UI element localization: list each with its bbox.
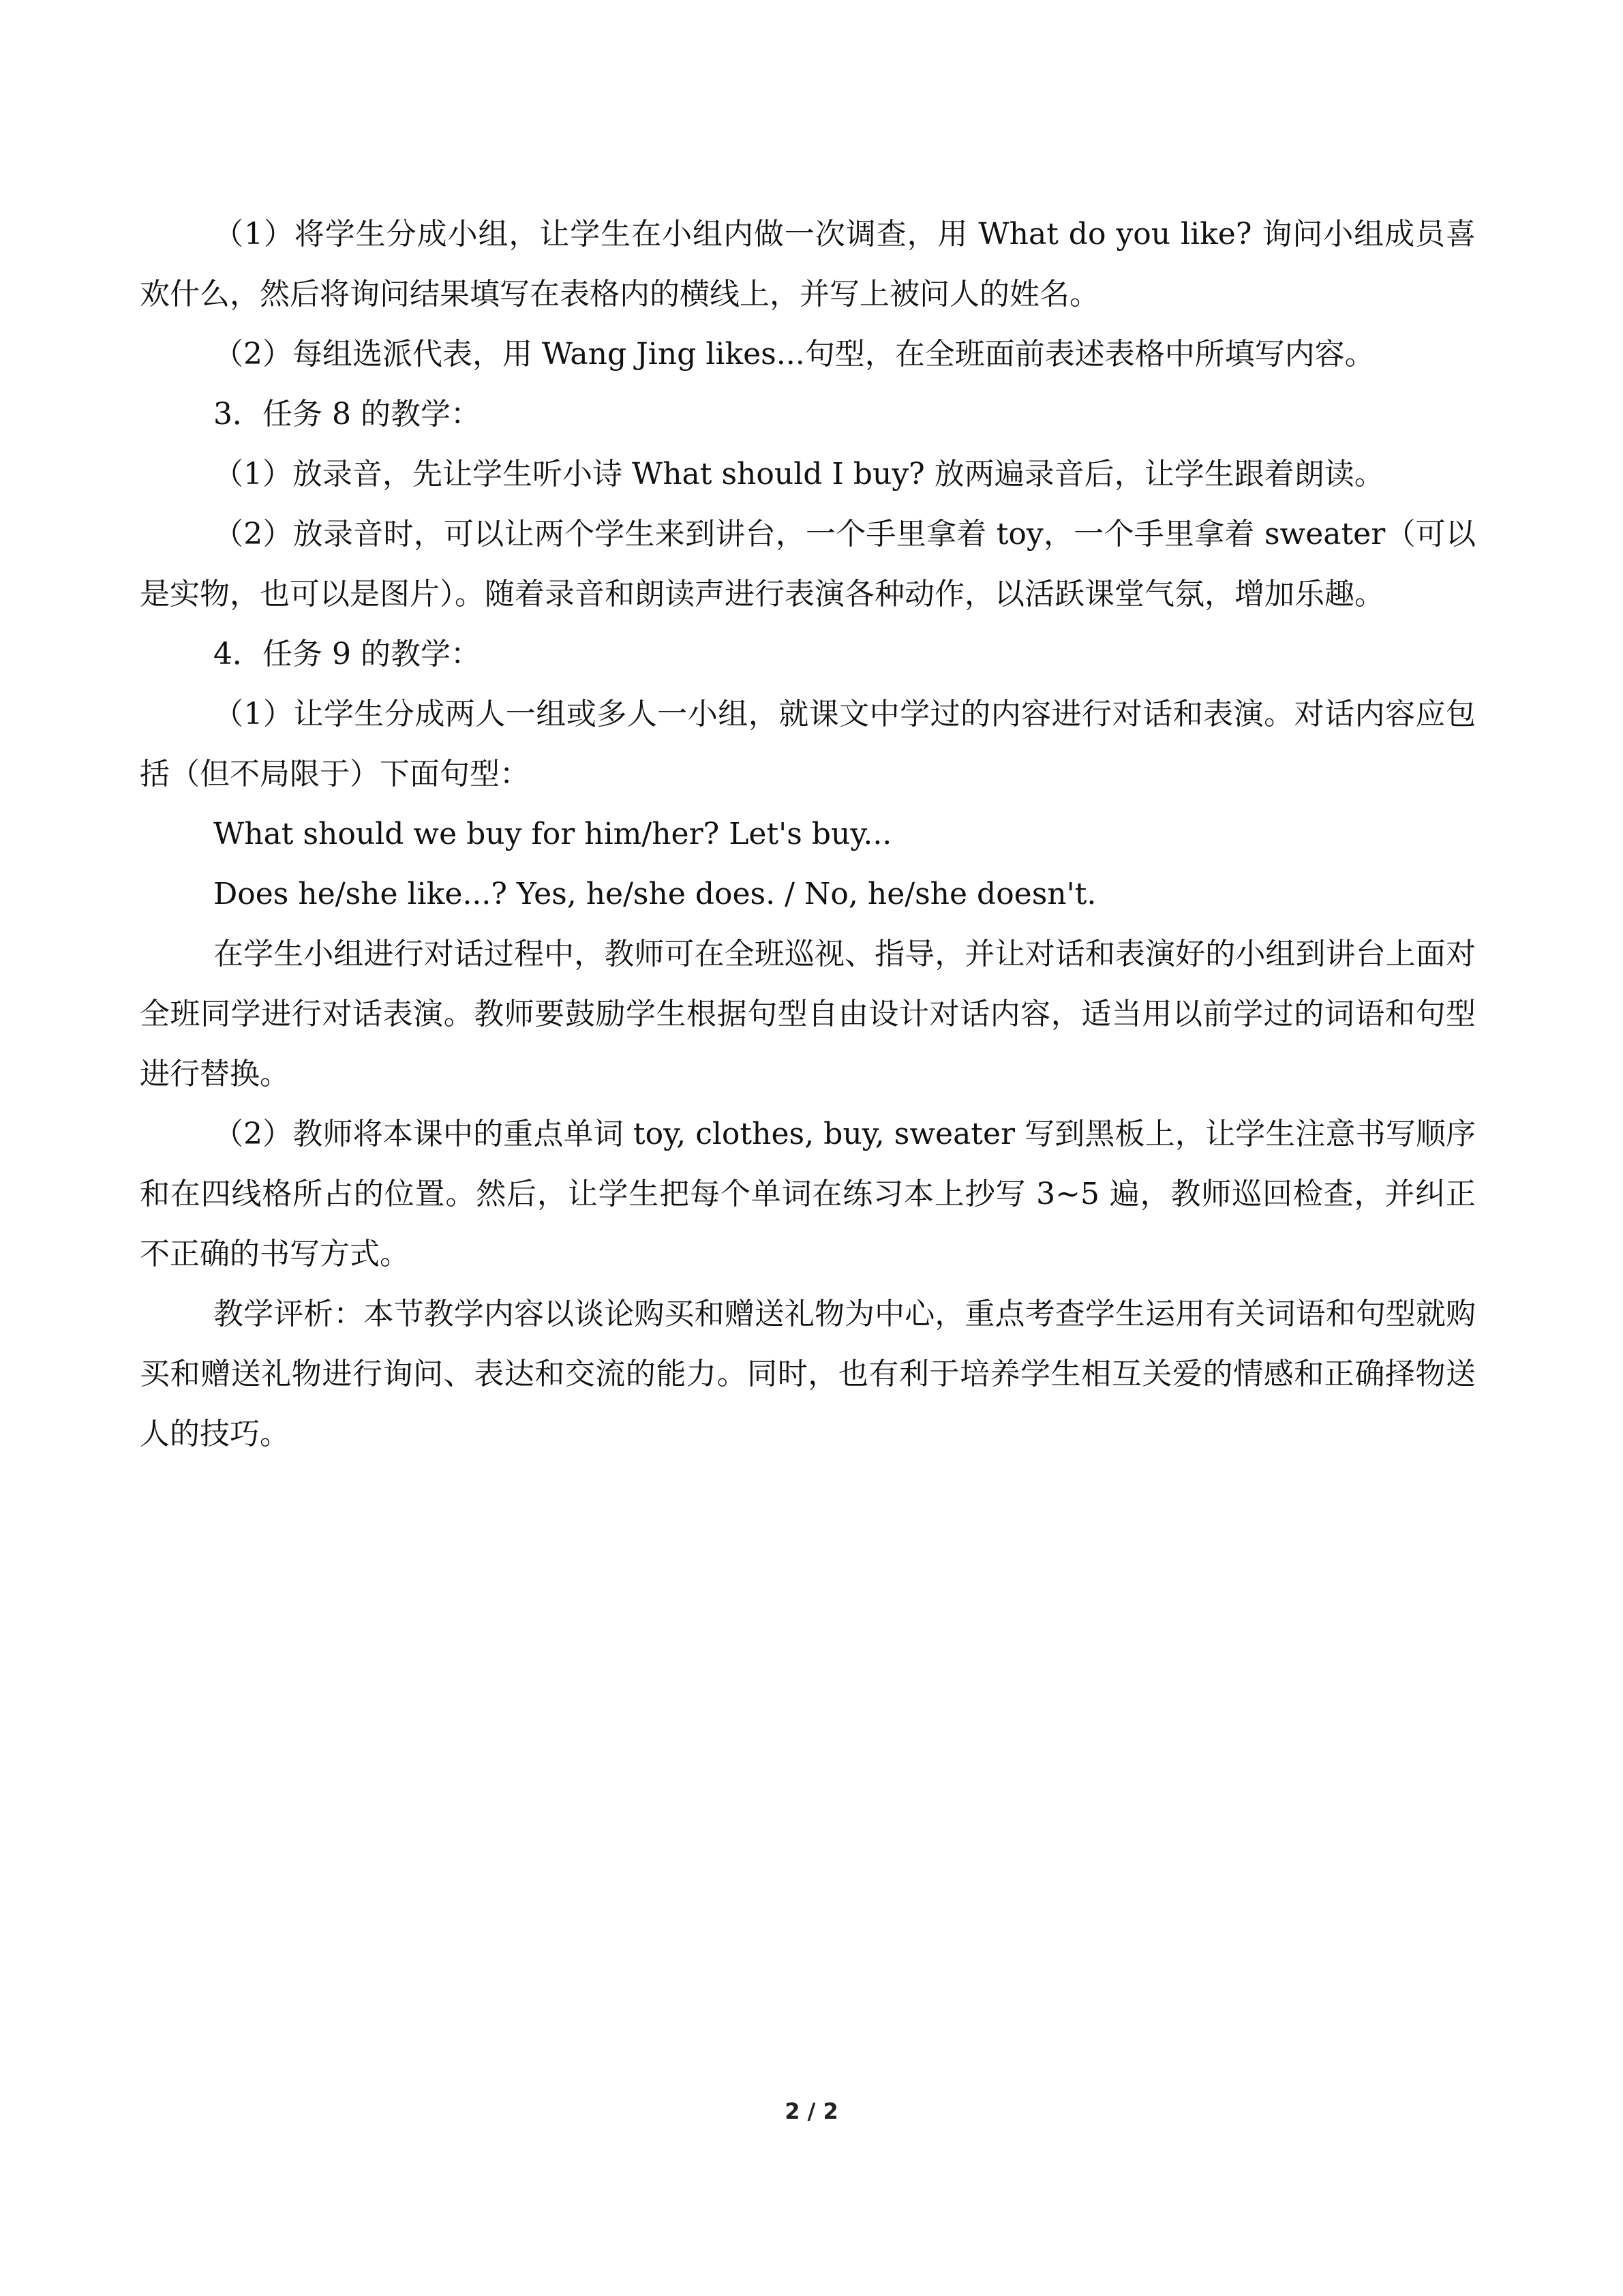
paragraph-task9-guidance: 在学生小组进行对话过程中，教师可在全班巡视、指导，并让对话和表演好的小组到讲台上面对全班同学进行对话表演。教师要鼓励学生根据句型自由设计对话内容，适当用以前学过的词语和句型进行替换。 (140, 937, 1476, 1091)
paragraph-task7-step1: （1）将学生分成小组，让学生在小组内做一次调查，用 What do you like? 询问小组成员喜欢什么，然后将询问结果填写在表格内的横线上，并写上被问人的姓名。 (140, 217, 1476, 312)
page-number: 2 / 2 (785, 2098, 838, 2124)
paragraph-task8-step2: （2）放录音时，可以让两个学生来到讲台，一个手里拿着 toy，一个手里拿着 sweater（可以是实物，也可以是图片）。随着录音和朗读声进行表演各种动作，以活跃课堂气氛，增加乐趣。 (140, 517, 1476, 611)
sentence-pattern-1: What should we buy for him/her? Let's buy... (213, 817, 892, 851)
paragraph-task9-step1: （1）让学生分成两人一组或多人一小组，就课文中学过的内容进行对话和表演。对话内容应包括（但不局限于）下面句型： (140, 697, 1476, 791)
paragraph-task8-step1: （1）放录音，先让学生听小诗 What should I buy? 放两遍录音后，让学生跟着朗读。 (213, 457, 1384, 492)
paragraph-task9-step2: （2）教师将本课中的重点单词 toy, clothes, buy, sweater 写到黑板上，让学生注意书写顺序和在四线格所占的位置。然后，让学生把每个单词在练习本上抄写 3~5 遍，教师巡回检查，并纠正不正确的书写方式。 (140, 1117, 1476, 1271)
heading-task9: 4．任务 9 的教学： (213, 637, 481, 671)
sentence-pattern-2: Does he/she like...? Yes, he/she does. / No, he/she doesn't. (213, 877, 1097, 911)
heading-task8: 3．任务 8 的教学： (213, 397, 481, 432)
page-content (140, 205, 1476, 1464)
paragraph-teaching-evaluation: 教学评析：本节教学内容以谈论购买和赠送礼物为中心，重点考查学生运用有关词语和句型就购买和赠送礼物进行询问、表达和交流的能力。同时，也有利于培养学生相互关爱的情感和正确择物送人的技巧。 (140, 1297, 1476, 1451)
paragraph-task7-step2: （2）每组选派代表，用 Wang Jing likes...句型，在全班面前表述表格中所填写内容。 (213, 337, 1375, 372)
